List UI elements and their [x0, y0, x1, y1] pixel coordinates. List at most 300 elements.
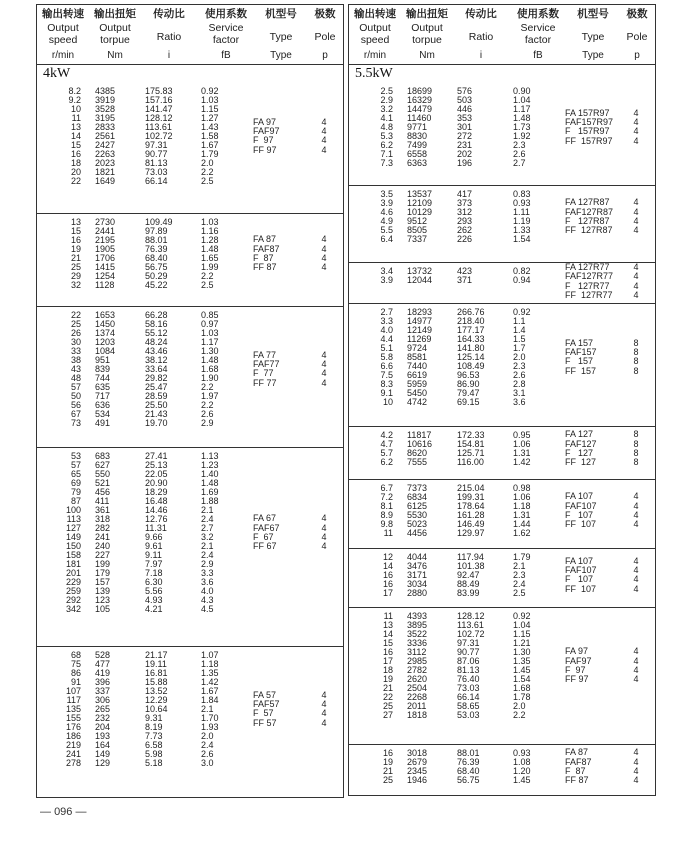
torque-cell: 199	[95, 559, 111, 569]
pole-cell: 4	[633, 225, 639, 236]
service-factor-cell: 0.93	[513, 748, 531, 758]
speed-cell: 21	[382, 683, 393, 693]
ratio-cell: 76.40	[457, 674, 480, 684]
service-factor-cell: 0.94	[513, 275, 531, 285]
service-factor-cell: 1.88	[201, 496, 219, 506]
torque-cell: 636	[95, 400, 111, 410]
torque-cell: 129	[95, 758, 111, 768]
service-factor-cell: 0.95	[513, 430, 531, 440]
service-factor-cell: 3.6	[201, 577, 214, 587]
ratio-cell: 266.76	[457, 307, 485, 317]
torque-cell: 7373	[407, 483, 428, 493]
section-rows	[349, 308, 549, 407]
type-row	[565, 776, 651, 785]
type-list	[565, 748, 651, 786]
speed-cell: 14	[70, 131, 81, 141]
left-table-body	[37, 65, 343, 797]
page-footer: — 096 —	[40, 806, 87, 818]
torque-cell: 3476	[407, 561, 428, 571]
torque-cell: 14977	[407, 316, 433, 326]
service-factor-cell: 2.1	[201, 704, 214, 714]
pole-cell: 4	[633, 756, 639, 767]
pole-cell: 4	[321, 689, 327, 700]
type-cell: FA 107	[565, 555, 594, 566]
speed-cell: 16	[382, 579, 393, 589]
service-factor-cell: 1.7	[513, 343, 526, 353]
service-factor-cell: 1.11	[513, 207, 530, 217]
torque-cell: 282	[95, 523, 111, 533]
torque-cell: 2679	[407, 757, 428, 767]
pole-cell: 4	[321, 699, 327, 710]
speed-cell: 278	[65, 758, 81, 768]
type-cell: FA 97	[565, 646, 589, 657]
pole-cell: 4	[321, 531, 327, 542]
ratio-unit: i	[167, 50, 171, 61]
service-factor-cell: 1.15	[513, 629, 531, 639]
torque-cell: 3195	[95, 113, 116, 123]
service-factor-cell: 1.70	[201, 713, 219, 723]
type-cell: FA 97	[253, 116, 277, 127]
type-cell: F 127R87	[565, 215, 610, 226]
service-factor-cell: 1.35	[513, 656, 531, 666]
section-rows	[37, 452, 237, 614]
power-rating: 4kW	[43, 66, 71, 81]
type-row	[253, 542, 339, 551]
table-row	[37, 281, 237, 290]
ratio-cell: 66.14	[457, 692, 480, 702]
pole-unit: p	[634, 50, 640, 61]
pole-cell: 4	[633, 280, 639, 291]
table-row	[349, 159, 549, 168]
ratio-cell: 55.12	[145, 328, 168, 338]
ratio-cell: 371	[457, 275, 473, 285]
service-factor-cell: 4.5	[201, 604, 214, 614]
type-list	[565, 647, 651, 685]
sf-unit: fB	[221, 50, 231, 61]
torque-cell: 13537	[407, 189, 433, 199]
torque-header-en1: Output	[411, 22, 443, 34]
speed-cell: 5.8	[380, 352, 393, 362]
speed-cell: 7.5	[380, 370, 393, 380]
type-cell: FAF87	[565, 756, 592, 767]
pole-cell: 4	[633, 646, 639, 657]
service-factor-cell: 2.6	[513, 370, 526, 380]
torque-cell: 2345	[407, 766, 428, 776]
service-factor-cell: 1.92	[513, 131, 531, 141]
ratio-cell: 58.16	[145, 319, 168, 329]
torque-cell: 1450	[95, 319, 116, 329]
type-row	[253, 263, 339, 272]
ratio-cell: 141.47	[145, 104, 173, 114]
torque-cell: 361	[95, 505, 111, 515]
service-factor-cell: 1.17	[513, 104, 531, 114]
type-cell: FAF107	[565, 565, 597, 576]
type-cell: FAF157R97	[565, 117, 614, 128]
service-factor-cell: 0.97	[201, 319, 219, 329]
ratio-cell: 177.17	[457, 325, 485, 335]
ratio-header	[141, 5, 197, 64]
torque-cell: 318	[95, 514, 111, 524]
service-factor-cell: 2.2	[513, 710, 526, 720]
speed-cell: 10	[70, 104, 81, 114]
torque-cell: 5959	[407, 379, 428, 389]
pole-cell: 8	[633, 457, 639, 468]
speed-unit: r/min	[51, 50, 75, 61]
service-factor-cell: 0.98	[513, 483, 531, 493]
torque-cell: 3919	[95, 95, 116, 105]
pole-cell: 4	[633, 126, 639, 137]
torque-cell: 9512	[407, 216, 428, 226]
pole-cell: 4	[633, 574, 639, 585]
type-header-zh: 机型号	[265, 8, 297, 20]
ratio-cell: 88.01	[457, 748, 480, 758]
torque-header-en1: Output	[99, 22, 131, 34]
type-row	[565, 585, 651, 594]
ratio-cell: 50.29	[145, 271, 168, 281]
speed-cell: 91	[70, 677, 81, 687]
type-row	[253, 379, 339, 388]
pole-cell: 4	[633, 765, 639, 776]
pole-cell: 4	[633, 107, 639, 118]
ratio-cell: 7.18	[145, 568, 163, 578]
service-factor-cell: 1.03	[201, 217, 219, 227]
ratio-cell: 19.70	[145, 418, 168, 428]
service-factor-cell: 1.35	[201, 668, 219, 678]
speed-header-zh: 输出转速	[354, 8, 396, 20]
ratio-cell: 9.31	[145, 713, 163, 723]
service-factor-cell: 1.93	[201, 722, 219, 732]
speed-cell: 22	[70, 176, 81, 186]
ratio-cell: 12.29	[145, 695, 168, 705]
pole-cell: 4	[321, 252, 327, 263]
type-cell: FA 77	[253, 349, 277, 360]
ratio-cell: 66.14	[145, 176, 168, 186]
ratio-cell: 116.00	[457, 457, 484, 467]
speed-cell: 4.7	[380, 439, 393, 449]
type-cell: FF 67	[253, 541, 277, 552]
ratio-cell: 45.22	[145, 280, 168, 290]
ratio-cell: 108.49	[457, 361, 485, 371]
speed-header-en1: Output	[359, 22, 391, 34]
service-factor-cell: 2.5	[201, 176, 214, 186]
pole-cell: 4	[321, 708, 327, 719]
type-cell: FF 97	[253, 144, 277, 155]
pole-cell: 4	[633, 262, 639, 272]
pole-cell: 4	[633, 583, 639, 594]
pole-cell: 4	[321, 359, 327, 370]
speed-cell: 342	[65, 604, 81, 614]
service-factor-cell: 1.48	[201, 478, 219, 488]
torque-unit: Nm	[107, 50, 123, 61]
speed-cell: 113	[66, 514, 81, 524]
type-row	[565, 520, 651, 529]
torque-cell: 6619	[407, 370, 428, 380]
pole-header-en: Pole	[314, 31, 336, 43]
service-factor-cell: 2.5	[201, 280, 214, 290]
torque-cell: 6125	[407, 501, 428, 511]
torque-cell: 8830	[407, 131, 428, 141]
type-cell: FA 127R77	[565, 262, 610, 272]
speed-cell: 18	[70, 158, 81, 168]
service-factor-cell: 1.45	[513, 775, 531, 785]
service-factor-cell: 2.7	[201, 523, 214, 533]
speed-cell: 135	[65, 704, 81, 714]
ratio-cell: 503	[457, 95, 473, 105]
speed-cell: 13	[382, 620, 393, 630]
ratio-cell: 231	[457, 140, 473, 150]
service-factor-cell: 1.20	[513, 766, 531, 776]
type-header-en: Type	[581, 31, 605, 43]
service-factor-cell: 1.17	[201, 337, 219, 347]
speed-header-en2: speed	[48, 34, 78, 46]
service-factor-cell: 1.42	[513, 457, 531, 467]
torque-cell: 164	[95, 740, 111, 750]
speed-cell: 57	[70, 460, 81, 470]
speed-cell: 13	[70, 217, 81, 227]
ratio-cell: 69.15	[457, 397, 480, 407]
service-factor-cell: 1.04	[513, 95, 531, 105]
ratio-cell: 141.80	[457, 343, 485, 353]
torque-cell: 6558	[407, 149, 428, 159]
torque-cell: 179	[95, 568, 111, 578]
torque-cell: 4044	[407, 552, 428, 562]
pole-cell: 8	[633, 438, 639, 449]
ratio-cell: 43.46	[145, 346, 168, 356]
speed-cell: 229	[65, 577, 81, 587]
torque-cell: 534	[95, 409, 111, 419]
speed-cell: 6.7	[380, 483, 393, 493]
ratio-cell: 90.77	[457, 647, 480, 657]
torque-cell: 1706	[95, 253, 116, 263]
table-row	[349, 398, 549, 407]
torque-cell: 4456	[407, 528, 428, 538]
ratio-cell: 21.43	[145, 409, 168, 419]
torque-cell: 232	[95, 713, 111, 723]
type-row	[565, 458, 651, 467]
service-factor-cell: 1.30	[201, 346, 219, 356]
table-header	[37, 5, 343, 65]
speed-cell: 27	[382, 710, 393, 720]
spec-section	[349, 480, 655, 549]
type-cell: FF 127R87	[565, 225, 613, 236]
type-cell: F 107	[565, 509, 594, 520]
torque-cell: 3018	[407, 748, 428, 758]
torque-cell: 306	[95, 695, 111, 705]
speed-cell: 9.1	[380, 388, 393, 398]
service-factor-cell: 1.73	[513, 122, 531, 132]
type-cell: FA 87	[565, 747, 589, 758]
ratio-cell: 16.48	[145, 496, 168, 506]
pole-cell: 4	[633, 197, 639, 208]
service-factor-cell: 1.62	[513, 528, 531, 538]
ratio-cell: 12.76	[145, 514, 168, 524]
service-factor-cell: 1.48	[513, 113, 531, 123]
ratio-cell: 146.49	[457, 519, 485, 529]
table-row	[349, 589, 549, 598]
ratio-header-en: Ratio	[468, 31, 494, 43]
speed-cell: 4.0	[380, 325, 393, 335]
type-list	[253, 691, 339, 729]
ratio-cell: 18.29	[145, 487, 168, 497]
type-header	[255, 5, 307, 64]
service-factor-cell: 3.2	[201, 532, 214, 542]
torque-cell: 337	[95, 686, 111, 696]
spec-section	[349, 427, 655, 480]
ratio-cell: 7.97	[145, 559, 163, 569]
speed-cell: 8.9	[380, 510, 393, 520]
ratio-cell: 73.03	[457, 683, 480, 693]
torque-cell: 1649	[95, 176, 116, 186]
spec-section	[37, 214, 343, 307]
speed-cell: 22	[382, 692, 393, 702]
torque-cell: 2263	[95, 149, 116, 159]
spec-section	[349, 186, 655, 263]
pole-cell: 4	[321, 144, 327, 155]
type-cell: FF 107	[565, 519, 597, 530]
service-factor-cell: 1.84	[201, 695, 219, 705]
pole-cell: 4	[321, 116, 327, 127]
speed-cell: 14	[382, 561, 393, 571]
speed-cell: 8.2	[68, 86, 81, 96]
sf-header-en2: factor	[212, 34, 240, 46]
ratio-cell: 58.65	[457, 701, 480, 711]
torque-cell: 2023	[95, 158, 116, 168]
speed-cell: 241	[65, 749, 81, 759]
type-cell: F 77	[253, 368, 274, 379]
service-factor-cell: 1.21	[513, 638, 531, 648]
ratio-cell: 196	[457, 158, 473, 168]
torque-cell: 717	[95, 391, 111, 401]
ratio-cell: 125.71	[457, 448, 485, 458]
speed-cell: 107	[65, 686, 81, 696]
type-cell: FA 127R87	[565, 197, 610, 208]
torque-cell: 5450	[407, 388, 428, 398]
torque-cell: 8620	[407, 448, 428, 458]
type-cell: FA 87	[253, 234, 277, 245]
speed-cell: 53	[70, 451, 81, 461]
ratio-cell: 53.03	[457, 710, 480, 720]
type-cell: FA 127	[565, 429, 594, 440]
torque-cell: 9724	[407, 343, 428, 353]
ratio-cell: 97.31	[145, 140, 168, 150]
service-factor-cell: 3.3	[201, 568, 214, 578]
pole-cell: 8	[633, 347, 639, 358]
speed-cell: 6.2	[380, 457, 393, 467]
torque-cell: 951	[95, 355, 111, 365]
speed-cell: 6.2	[380, 140, 393, 150]
service-factor-cell: 2.3	[513, 570, 526, 580]
pole-cell: 4	[633, 519, 639, 530]
service-factor-cell: 1.16	[201, 226, 219, 236]
table-row	[349, 776, 549, 785]
ratio-cell: 10.64	[145, 704, 168, 714]
torque-cell: 4742	[407, 397, 428, 407]
service-factor-header	[197, 5, 255, 64]
pole-cell: 4	[321, 717, 327, 728]
ratio-cell: 19.11	[145, 659, 167, 669]
ratio-cell: 90.77	[145, 149, 168, 159]
table-header	[349, 5, 655, 65]
type-cell: FF 157	[565, 365, 597, 376]
speed-unit: r/min	[363, 50, 387, 61]
pole-header-en: Pole	[626, 31, 648, 43]
speed-cell: 4.8	[380, 122, 393, 132]
service-factor-cell: 1.06	[513, 492, 531, 502]
torque-cell: 3171	[407, 570, 428, 580]
torque-cell: 265	[95, 704, 111, 714]
service-factor-cell: 1.99	[201, 262, 219, 272]
type-cell: FAF87	[253, 243, 280, 254]
speed-cell: 48	[70, 373, 81, 383]
speed-cell: 50	[70, 391, 81, 401]
table-row	[349, 458, 549, 467]
torque-cell: 477	[95, 659, 111, 669]
ratio-cell: 5.56	[145, 586, 163, 596]
pole-cell: 4	[321, 126, 327, 137]
ratio-cell: 6.30	[145, 577, 163, 587]
type-cell: F 67	[253, 531, 274, 542]
type-list	[253, 351, 339, 389]
spec-section	[37, 448, 343, 647]
speed-cell: 8.3	[380, 379, 393, 389]
service-factor-cell: 0.82	[513, 266, 531, 276]
page-number: 096	[54, 806, 73, 818]
torque-cell: 16329	[407, 95, 433, 105]
service-factor-cell: 1.13	[201, 451, 219, 461]
ratio-cell: 21.17	[145, 650, 168, 660]
speed-cell: 4.4	[380, 334, 393, 344]
torque-cell: 14479	[407, 104, 433, 114]
service-factor-cell: 2.0	[201, 731, 214, 741]
torque-cell: 2620	[407, 674, 428, 684]
type-cell: FAF97	[253, 126, 280, 137]
type-cell: FAF57	[253, 699, 280, 710]
sf-header-en1: Service	[208, 22, 244, 34]
ratio-cell: 25.13	[145, 460, 168, 470]
torque-cell: 240	[95, 541, 111, 551]
speed-cell: 68	[70, 650, 81, 660]
ratio-cell: 16.81	[145, 668, 168, 678]
service-factor-cell: 1.03	[201, 328, 219, 338]
ratio-cell: 9.66	[145, 532, 163, 542]
service-factor-cell: 0.92	[201, 86, 219, 96]
service-factor-header	[509, 5, 567, 64]
ratio-cell: 28.59	[145, 391, 168, 401]
type-cell: FAF67	[253, 522, 280, 533]
speed-cell: 12	[382, 552, 393, 562]
table-row	[349, 276, 549, 285]
speed-header	[349, 5, 401, 64]
ratio-cell: 164.33	[457, 334, 485, 344]
ratio-header-zh: 传动比	[153, 8, 185, 20]
torque-cell: 10129	[407, 207, 433, 217]
spec-section	[37, 647, 343, 797]
speed-cell: 259	[65, 586, 81, 596]
pole-cell: 4	[633, 674, 639, 685]
ratio-cell: 353	[457, 113, 473, 123]
ratio-cell: 56.75	[145, 262, 168, 272]
ratio-cell: 48.24	[145, 337, 168, 347]
ratio-cell: 109.49	[145, 217, 173, 227]
section-rows	[349, 749, 549, 785]
speed-cell: 100	[65, 505, 81, 515]
torque-cell: 18293	[407, 307, 433, 317]
torque-cell: 2268	[407, 692, 428, 702]
section-rows	[37, 87, 237, 186]
ratio-cell: 175.83	[145, 86, 173, 96]
speed-cell: 2.5	[380, 86, 393, 96]
torque-cell: 635	[95, 382, 111, 392]
